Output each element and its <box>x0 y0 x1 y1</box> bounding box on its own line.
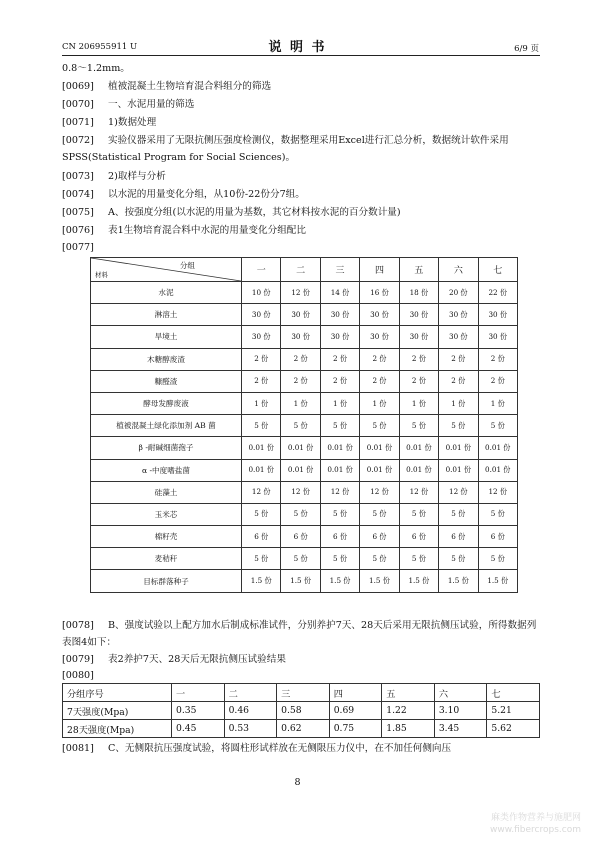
material-name: β -耐碱细菌孢子 <box>91 437 242 459</box>
table-cell: 6 份 <box>439 526 478 548</box>
table-cell: 2 份 <box>478 370 517 392</box>
table-cell: 30 份 <box>242 304 281 326</box>
paragraph-0073: [0073] 2)取样与分析 <box>62 171 166 182</box>
table-cell: 30 份 <box>242 326 281 348</box>
table-cell: 1.5 份 <box>399 570 438 592</box>
material-name: α -中度嗜盐菌 <box>91 459 242 481</box>
table-row <box>91 548 518 570</box>
material-name: 糠醛渣 <box>91 370 242 392</box>
table-cell: 0.01 份 <box>320 459 359 481</box>
table-cell: 5 份 <box>399 415 438 437</box>
table-cell: 30 份 <box>281 304 320 326</box>
table-cell: 12 份 <box>360 481 399 503</box>
table-cell: 12 份 <box>242 481 281 503</box>
header-rule <box>62 55 540 56</box>
table-cell: 30 份 <box>281 326 320 348</box>
table-cell: 0.75 <box>329 720 382 738</box>
paragraph-0079: [0079] 表2养护7天、28天后无限抗侧压试验结果 <box>62 654 286 665</box>
table-cell: 5 份 <box>320 548 359 570</box>
table-cell: 30 份 <box>399 326 438 348</box>
table-cell: 1 份 <box>399 392 438 414</box>
paragraph-0080: [0080] <box>62 670 94 681</box>
table-header-cell: 三 <box>277 684 330 702</box>
table-cell: 1.22 <box>382 702 435 720</box>
table-cell: 3.45 <box>434 720 487 738</box>
table-cell: 5 份 <box>281 548 320 570</box>
table-cell: 20 份 <box>439 282 478 304</box>
mix-ratio-table <box>90 257 518 593</box>
table-row <box>91 526 518 548</box>
table-corner-cell <box>91 258 242 282</box>
table-row <box>91 459 518 481</box>
table-header-cell: 四 <box>329 684 382 702</box>
group-header: 六 <box>439 258 478 282</box>
table-cell: 2 份 <box>360 370 399 392</box>
table-row <box>91 392 518 414</box>
material-name: 淋溶土 <box>91 304 242 326</box>
table-row <box>63 720 540 738</box>
group-header: 一 <box>242 258 281 282</box>
material-name: 植被混凝土绿化添加剂 AB 菌 <box>91 415 242 437</box>
material-name: 木糖醇废渣 <box>91 348 242 370</box>
table-cell: 6 份 <box>281 526 320 548</box>
paragraph-0069: [0069] 植被混凝土生物培育混合料组分的筛选 <box>62 81 272 92</box>
table-cell: 12 份 <box>320 481 359 503</box>
table-cell: 2 份 <box>320 370 359 392</box>
table-cell: 14 份 <box>320 282 359 304</box>
table-cell: 30 份 <box>478 326 517 348</box>
table-cell: 12 份 <box>478 481 517 503</box>
table-cell: 0.01 份 <box>399 437 438 459</box>
table-cell: 2 份 <box>242 348 281 370</box>
paragraph-0078: [0078] B、强度试验以上配方加水后制成标准试件，分别养护7天、28天后采用无限抗侧压试验，所得数据列表图4如下： <box>62 620 537 648</box>
table-cell: 1.5 份 <box>281 570 320 592</box>
table-cell: 22 份 <box>478 282 517 304</box>
table-cell: 0.53 <box>224 720 277 738</box>
table-cell: 12 份 <box>439 481 478 503</box>
table-cell: 5 份 <box>242 415 281 437</box>
table-cell: 1 份 <box>478 392 517 414</box>
table-row <box>91 570 518 592</box>
table-row <box>91 282 518 304</box>
page-indicator: 6/9 页 <box>514 44 539 54</box>
material-name: 棉籽壳 <box>91 526 242 548</box>
table-cell: 1 份 <box>242 392 281 414</box>
material-name: 目标群落种子 <box>91 570 242 592</box>
table-cell: 5 份 <box>439 503 478 525</box>
table-cell: 0.01 份 <box>281 459 320 481</box>
material-name: 水泥 <box>91 282 242 304</box>
table-cell: 0.46 <box>224 702 277 720</box>
table-header-cell: 六 <box>434 684 487 702</box>
table-cell: 1.5 份 <box>439 570 478 592</box>
group-header: 七 <box>478 258 517 282</box>
table-cell: 5 份 <box>399 503 438 525</box>
table-cell: 2 份 <box>281 370 320 392</box>
table-cell: 5 份 <box>320 503 359 525</box>
table-cell: 1.85 <box>382 720 435 738</box>
table-row <box>91 348 518 370</box>
paragraph-0074: [0074] 以水泥的用量变化分组，从10份-22份分7组。 <box>62 189 305 200</box>
table-header-row <box>63 684 540 702</box>
table-cell: 12 份 <box>281 282 320 304</box>
table-cell: 5 份 <box>360 415 399 437</box>
table-cell: 5 份 <box>439 548 478 570</box>
table-header-row <box>91 258 518 282</box>
table-cell: 6 份 <box>242 526 281 548</box>
table-cell: 2 份 <box>281 348 320 370</box>
table-cell: 0.01 份 <box>320 437 359 459</box>
table-row <box>63 702 540 720</box>
group-header: 四 <box>360 258 399 282</box>
table-cell: 0.01 份 <box>478 437 517 459</box>
table-header-cell: 分组序号 <box>63 684 172 702</box>
material-name: 旱境土 <box>91 326 242 348</box>
table-cell: 0.01 份 <box>360 459 399 481</box>
table-cell: 16 份 <box>360 282 399 304</box>
table-cell: 6 份 <box>478 526 517 548</box>
table-cell: 5 份 <box>360 548 399 570</box>
table-cell: 1 份 <box>439 392 478 414</box>
paragraph-0076: [0076] 表1生物培育混合料中水泥的用量变化分组配比 <box>62 225 306 236</box>
table-row <box>91 304 518 326</box>
table-row <box>91 370 518 392</box>
table-cell: 30 份 <box>439 304 478 326</box>
table-cell: 5 份 <box>439 415 478 437</box>
table-header-cell: 二 <box>224 684 277 702</box>
table-cell: 0.01 份 <box>242 437 281 459</box>
table-cell: 1.5 份 <box>478 570 517 592</box>
table-cell: 30 份 <box>439 326 478 348</box>
table-cell: 0.01 份 <box>399 459 438 481</box>
table-cell: 5 份 <box>281 503 320 525</box>
paragraph-0077: [0077] <box>62 242 94 253</box>
table-cell: 0.58 <box>277 702 330 720</box>
table-cell: 5 份 <box>281 415 320 437</box>
table-cell: 1.5 份 <box>242 570 281 592</box>
material-name: 玉米芯 <box>91 503 242 525</box>
table-cell: 1.5 份 <box>360 570 399 592</box>
table-cell: 2 份 <box>439 348 478 370</box>
material-name: 酵母发酵废液 <box>91 392 242 414</box>
table-row <box>91 481 518 503</box>
table-cell: 5 份 <box>242 503 281 525</box>
document-number: CN 206955911 U <box>62 42 138 52</box>
table-cell: 0.01 份 <box>439 437 478 459</box>
table-cell: 0.69 <box>329 702 382 720</box>
group-header: 二 <box>281 258 320 282</box>
table-cell: 30 份 <box>360 304 399 326</box>
table-cell: 0.01 份 <box>242 459 281 481</box>
table-row <box>91 415 518 437</box>
table-cell: 2 份 <box>439 370 478 392</box>
table-row <box>91 503 518 525</box>
table-cell: 5 份 <box>478 503 517 525</box>
paragraph-0071: [0071] 1)数据处理 <box>62 117 157 128</box>
table-cell: 30 份 <box>320 326 359 348</box>
table-cell: 5.62 <box>487 720 540 738</box>
watermark <box>490 812 581 836</box>
table-cell: 5 份 <box>399 548 438 570</box>
table-cell: 5 份 <box>320 415 359 437</box>
table-cell: 2 份 <box>320 348 359 370</box>
table-cell: 5 份 <box>478 415 517 437</box>
table-cell: 0.45 <box>172 720 225 738</box>
watermark-line: www.fibercrops.com <box>490 825 581 835</box>
group-header: 三 <box>320 258 359 282</box>
row-label: 7天强度(Mpa) <box>63 702 172 720</box>
table-cell: 3.10 <box>434 702 487 720</box>
table-cell: 12 份 <box>399 481 438 503</box>
paragraph-0070: [0070] 一、水泥用量的筛选 <box>62 99 195 110</box>
table-header-cell: 五 <box>382 684 435 702</box>
table-cell: 0.01 份 <box>478 459 517 481</box>
paragraph-0075: [0075] A、按强度分组(以水泥的用量为基数，其它材料按水泥的百分数计量) <box>62 207 401 218</box>
table-cell: 18 份 <box>399 282 438 304</box>
table-cell: 2 份 <box>360 348 399 370</box>
row-label: 28天强度(Mpa) <box>63 720 172 738</box>
table-cell: 12 份 <box>281 481 320 503</box>
table-cell: 2 份 <box>399 370 438 392</box>
table-row <box>91 326 518 348</box>
table-cell: 0.01 份 <box>360 437 399 459</box>
table-cell: 6 份 <box>320 526 359 548</box>
table-cell: 30 份 <box>320 304 359 326</box>
page-title: 说 明 书 <box>268 40 327 55</box>
table-cell: 2 份 <box>399 348 438 370</box>
table-cell: 6 份 <box>399 526 438 548</box>
watermark-line: 麻类作物营养与施肥网 <box>490 813 581 823</box>
material-name: 麦秸秆 <box>91 548 242 570</box>
strength-results-table <box>62 683 540 738</box>
table-cell: 0.01 份 <box>281 437 320 459</box>
text-line: 0.8～1.2mm。 <box>62 63 130 74</box>
table-cell: 0.62 <box>277 720 330 738</box>
table-cell: 30 份 <box>399 304 438 326</box>
table-cell: 1 份 <box>281 392 320 414</box>
table-header-cell: 七 <box>487 684 540 702</box>
page-number: 8 <box>294 777 301 788</box>
table-cell: 0.01 份 <box>439 459 478 481</box>
paragraph-0072: [0072] 实验仪器采用了无限抗侧压强度检测仪，数据整理采用Excel进行汇总分析，数据统计软件采用SPSS(Statistical Program for Social Sciences)。 <box>62 135 509 163</box>
corner-group-label: 分组 <box>179 261 195 270</box>
table-cell: 2 份 <box>478 348 517 370</box>
table-cell: 5 份 <box>360 503 399 525</box>
group-header: 五 <box>399 258 438 282</box>
table-cell: 5.21 <box>487 702 540 720</box>
table-cell: 1 份 <box>360 392 399 414</box>
table-row <box>91 437 518 459</box>
table-cell: 2 份 <box>242 370 281 392</box>
table-header-cell: 一 <box>172 684 225 702</box>
table-cell: 6 份 <box>360 526 399 548</box>
paragraph-0081: [0081] C、无侧限抗压强度试验，将圆柱形试样放在无侧限压力仪中，在不加任何侧向压 <box>62 743 452 754</box>
table-cell: 10 份 <box>242 282 281 304</box>
table-cell: 30 份 <box>478 304 517 326</box>
table-cell: 5 份 <box>242 548 281 570</box>
corner-material-label: 材料 <box>95 271 108 279</box>
table-cell: 1 份 <box>320 392 359 414</box>
table-cell: 1.5 份 <box>320 570 359 592</box>
table-cell: 5 份 <box>478 548 517 570</box>
table-cell: 30 份 <box>360 326 399 348</box>
table-cell: 0.35 <box>172 702 225 720</box>
corner-diagonal <box>91 258 241 281</box>
material-name: 硅藻土 <box>91 481 242 503</box>
